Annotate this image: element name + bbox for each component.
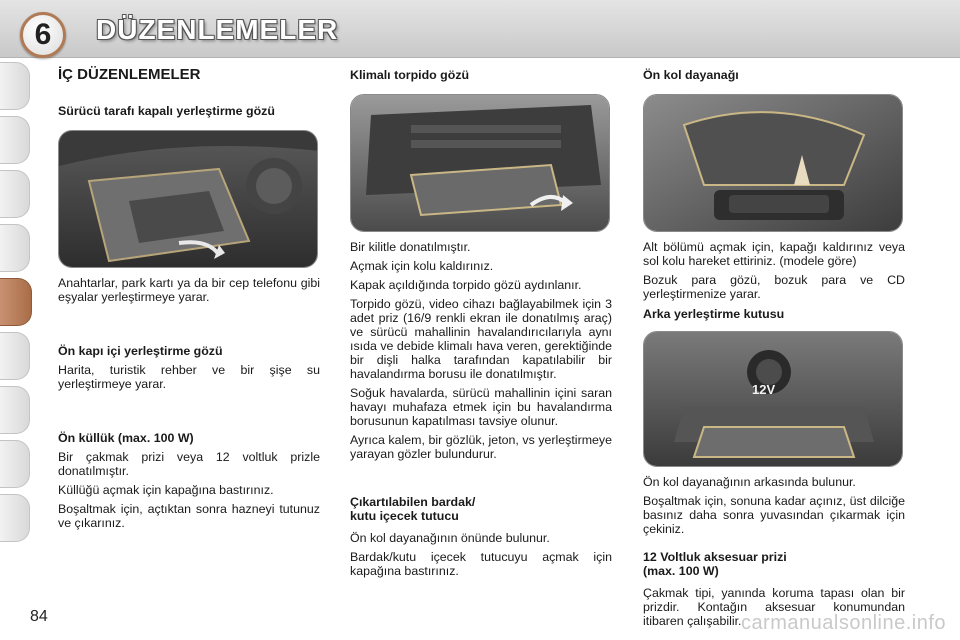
glovebox-text-5: Soğuk havalarda, sürücü mahallinin içini saran havayı muhafaza etmek için bu havalandırma borusunun kapatılması tavsiye olunur. xyxy=(350,386,612,428)
glovebox-driver-text: Anahtarlar, park kartı ya da bir cep telefonu gibi eşyalar yerleştirmeye yarar. xyxy=(58,276,320,304)
glovebox-text-4: Torpido gözü, video cihazı bağlayabilmek için 3 adet priz (16/9 renkli ekran ile donatılmış araç) ve sürücü mahallinin havalandırıcılarıyla aynı ısıda ve debide klimalı hava veren, gerektiğinde bir dişli halka tarafından kapatılabilir bir havalandırma borusu ile donatılmıştır. xyxy=(350,297,612,381)
chapter-tab-2[interactable] xyxy=(0,116,30,164)
glovebox-photo xyxy=(350,94,610,232)
chapter-title: DÜZENLEMELER xyxy=(96,14,339,45)
chapter-number-badge: 6 xyxy=(20,12,66,58)
rear-box-socket-label: 12V xyxy=(752,382,776,397)
cupholder-text-1: Ön kol dayanağının önünde bulunur. xyxy=(350,531,550,545)
socket-text-1: Çakmak tipi, yanında koruma tapası olan bir prizdir. Kontağın aksesuar konumundan itibaren çalışabilir. xyxy=(643,586,905,628)
column-middle xyxy=(350,62,612,583)
chapter-tab-1[interactable] xyxy=(0,62,30,110)
column-left xyxy=(58,62,320,535)
ashtray-text-1: Bir çakmak prizi veya 12 voltluk prizle donatılmıştır. xyxy=(58,450,320,478)
ashtray-text-2: Küllüğü açmak için kapağına bastırınız. xyxy=(58,483,274,497)
glovebox-heading: Klimalı torpido gözü xyxy=(350,68,470,82)
rear-box-heading: Arka yerleştirme kutusu xyxy=(643,307,785,321)
armrest-photo xyxy=(643,94,903,232)
armrest-text-2: Bozuk para gözü, bozuk para ve CD yerleştirmenize yarar. xyxy=(643,273,905,301)
rear-box-text-2: Boşaltmak için, sonuna kadar açınız, üst dilciğe basınız daha sonra yuvasından çıkarmak için çekiniz. xyxy=(643,494,905,536)
chapter-header xyxy=(0,0,960,58)
glovebox-driver-heading: Sürücü tarafı kapalı yerleştirme gözü xyxy=(58,104,275,118)
door-pocket-text: Harita, turistik rehber ve bir şişe su yerleştirmeye yarar. xyxy=(58,363,320,391)
glovebox-text-2: Açmak için kolu kaldırınız. xyxy=(350,259,494,273)
socket-heading xyxy=(643,550,905,578)
ashtray-text-3: Boşaltmak için, açtıktan sonra hazneyi tutunuz ve çıkarınız. xyxy=(58,502,320,530)
glovebox-text-1: Bir kilitle donatılmıştır. xyxy=(350,240,471,254)
door-pocket-heading: Ön kapı içi yerleştirme gözü xyxy=(58,344,223,358)
glovebox-text-6: Ayrıca kalem, bir gözlük, jeton, vs yerleştirmeye yarayan gözler bulundurur. xyxy=(350,433,612,461)
glovebox-driver-photo xyxy=(58,130,318,268)
chapter-tab-4[interactable] xyxy=(0,224,30,272)
section-title: İÇ DÜZENLEMELER xyxy=(58,66,201,83)
cupholder-heading-line-2: kutu içecek tutucu xyxy=(350,509,459,523)
rear-box-text-1: Ön kol dayanağının arkasında bulunur. xyxy=(643,475,856,489)
armrest-heading: Ön kol dayanağı xyxy=(643,68,739,82)
ashtray-heading: Ön küllük (max. 100 W) xyxy=(58,431,194,445)
cupholder-heading xyxy=(350,495,612,523)
chapter-tab-10[interactable] xyxy=(0,494,30,542)
page-number: 84 xyxy=(30,608,48,625)
armrest-text-1: Alt bölümü açmak için, kapağı kaldırınız veya sol kolu hareket ettiriniz. (modele göre) xyxy=(643,240,905,268)
column-right xyxy=(643,62,905,633)
chapter-tab-6-active[interactable] xyxy=(0,278,32,326)
watermark: carmanualsonline.info xyxy=(740,612,946,634)
cupholder-heading-line-1: Çıkartılabilen bardak/ xyxy=(350,495,476,509)
chapter-tab-3[interactable] xyxy=(0,170,30,218)
cupholder-text-2: Bardak/kutu içecek tutucuyu açmak için kapağına bastırınız. xyxy=(350,550,612,578)
chapter-tab-8[interactable] xyxy=(0,386,30,434)
chapter-tab-9[interactable] xyxy=(0,440,30,488)
rear-box-photo xyxy=(643,331,903,467)
chapter-thumb-tabs xyxy=(0,62,34,577)
socket-heading-line-1: 12 Voltluk aksesuar prizi xyxy=(643,550,787,564)
chapter-tab-7[interactable] xyxy=(0,332,30,380)
socket-heading-line-2: (max. 100 W) xyxy=(643,564,719,578)
glovebox-text-3: Kapak açıldığında torpido gözü aydınlanır. xyxy=(350,278,582,292)
